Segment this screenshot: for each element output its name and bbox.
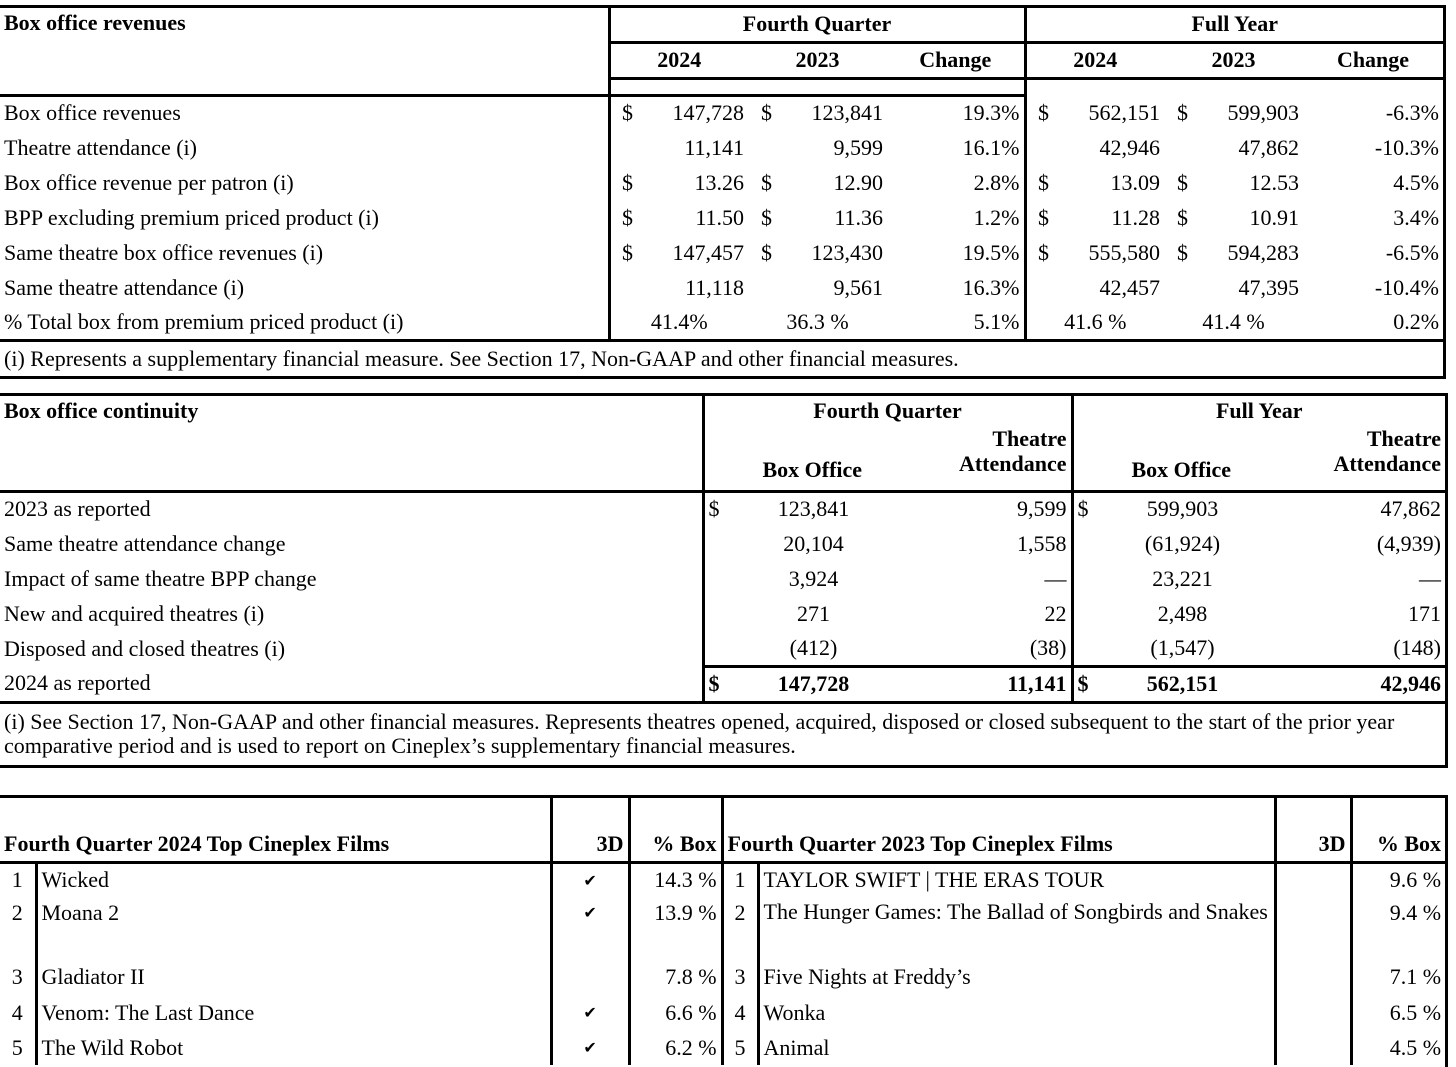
- table-row: Box office revenue per patron (i) $ 13.26 $ 12.90 2.8% $ 13.09 $ 12.53 4.5%: [0, 165, 1443, 200]
- cell-value: 13.09: [1110, 169, 1160, 195]
- row-label: Same theatre attendance (i): [4, 274, 245, 300]
- row-label: New and acquired theatres (i): [4, 600, 265, 626]
- continuity-title: Box office continuity: [4, 398, 199, 423]
- cell-value: 47,862: [1380, 496, 1442, 522]
- row-label: Box office revenue per patron (i): [4, 169, 294, 195]
- cell-value: 10.91: [1249, 204, 1299, 230]
- table-row: [0, 596, 1445, 631]
- cell-value: 9,599: [1017, 496, 1067, 522]
- cell-value: 123,841: [811, 100, 883, 126]
- films-2023-title: Fourth Quarter 2023 Top Cineplex Films: [722, 798, 1275, 862]
- table-row: [0, 270, 1443, 305]
- rank: 4: [11, 999, 23, 1025]
- cell-value: 47,862: [1238, 134, 1299, 160]
- cell-value: 12.53: [1249, 169, 1299, 195]
- rank: 5: [11, 1034, 23, 1060]
- cell-value: 3.4%: [1393, 204, 1440, 230]
- film-title: The Wild Robot: [36, 1030, 551, 1065]
- cell-value: 7.1 %: [1351, 959, 1445, 995]
- rank: 2: [11, 900, 23, 925]
- continuity-y-box-office-header: Box Office: [1072, 451, 1253, 491]
- cell-value: 1,558: [1017, 530, 1067, 556]
- check-icon: ✔: [551, 862, 629, 897]
- films-2024-box-header: % Box: [629, 798, 722, 862]
- rank: 3: [722, 959, 758, 995]
- cell-value: (38): [1029, 634, 1067, 660]
- cell-value: 555,580: [1088, 239, 1160, 265]
- box-office-continuity-table: [0, 393, 1448, 768]
- continuity-full-year-header: Full Year: [1072, 396, 1445, 426]
- cell-value: 42,946: [1253, 666, 1445, 702]
- cell-value: 11,118: [685, 274, 744, 300]
- revenues-q-2024-header: 2024: [609, 42, 748, 78]
- cell-value: (61,924): [1144, 530, 1221, 556]
- table-row: [0, 1030, 1445, 1065]
- row-label: 2023 as reported: [0, 491, 703, 526]
- continuity-q-theatre-header: Theatre: [992, 426, 1067, 451]
- cell-value: 4.5%: [1393, 169, 1440, 195]
- film-title: Venom: The Last Dance: [36, 995, 551, 1030]
- row-label: 2024 as reported: [4, 670, 151, 696]
- cell-value: 123,841: [777, 496, 850, 522]
- continuity-fourth-quarter-header: Fourth Quarter: [703, 396, 1072, 426]
- film-title: Wicked: [36, 862, 551, 897]
- cell-value: -6.5%: [1385, 239, 1440, 265]
- table-row: Same theatre box office revenues (i) $ 147,457 $ 123,430 19.5% $ 555,580 $ 594,283 -6.5%: [0, 235, 1443, 270]
- cell-value: 147,728: [672, 100, 744, 126]
- revenues-rows: [0, 95, 1443, 340]
- cell-value: 9,599: [833, 134, 883, 160]
- row-label: Same theatre attendance change: [4, 530, 286, 556]
- cell-value: 594,283: [1227, 239, 1299, 265]
- cell-value: 9.4 %: [1351, 897, 1445, 959]
- cell-value: 14.3 %: [629, 862, 722, 897]
- films-2024-3d-header: 3D: [551, 798, 629, 862]
- cell-value: 147,728: [743, 666, 884, 702]
- continuity-rows: [0, 491, 1445, 702]
- cell-value: 42,946: [1099, 134, 1160, 160]
- continuity-footnote: (i) See Section 17, Non-GAAP and other financial measures. Represents theatres opened, acquired, disposed or closed subsequent to the start of the prior year comparative period and is used to report on Cineplex’s supplementary financial measures.: [0, 702, 1445, 765]
- film-title: Wonka: [758, 995, 1275, 1030]
- cell-value: 6.2 %: [629, 1030, 722, 1065]
- cell-value: 599,903: [1146, 496, 1219, 522]
- film-title: Moana 2: [36, 897, 551, 959]
- row-label: Theatre attendance (i): [4, 134, 197, 160]
- cell-value: 9,561: [833, 274, 883, 300]
- cell-value: -10.4%: [1374, 274, 1440, 300]
- cell-value: 16.1%: [962, 134, 1020, 160]
- film-title: Animal: [758, 1030, 1275, 1065]
- cell-value: 271: [797, 600, 830, 626]
- continuity-y-theatre-header: Theatre: [1366, 426, 1442, 451]
- rank: 3: [11, 964, 23, 989]
- films-2023-box-header: % Box: [1351, 798, 1445, 862]
- films-rows: [0, 862, 1445, 1065]
- table-row: [0, 526, 1445, 561]
- cell-value: 599,903: [1227, 99, 1299, 125]
- table-row: [0, 305, 1443, 340]
- check-icon: ✔: [551, 897, 629, 959]
- cell-value: 16.3%: [962, 274, 1020, 300]
- cell-value: 147,457: [672, 239, 744, 265]
- cell-value: 6.5 %: [1351, 995, 1445, 1030]
- cell-value: -6.3%: [1385, 99, 1440, 125]
- top-films-table: [0, 795, 1448, 1067]
- cell-value: 2.8%: [973, 169, 1020, 195]
- revenues-full-year-header: Full Year: [1025, 8, 1443, 42]
- table-row: [0, 130, 1443, 165]
- cell-value: 171: [1408, 600, 1442, 626]
- revenues-title: Box office revenues: [4, 10, 186, 35]
- cell-value: 562,151: [1112, 666, 1253, 702]
- cell-value: 20,104: [783, 530, 844, 556]
- film-title: TAYLOR SWIFT | THE ERAS TOUR: [758, 862, 1275, 897]
- cell-value: 41.4%: [609, 305, 748, 340]
- cell-value: 1.2%: [973, 204, 1020, 230]
- rank: 5: [722, 1030, 758, 1065]
- table-row: [0, 631, 1445, 666]
- cell-value: 23,221: [1152, 565, 1213, 591]
- cell-value: (148): [1393, 634, 1442, 660]
- cell-value: 13.26: [694, 169, 744, 195]
- revenues-y-change-header: Change: [1303, 42, 1443, 78]
- cell-value: 9.6 %: [1351, 862, 1445, 897]
- revenues-y-2023-header: 2023: [1164, 42, 1303, 78]
- films-2023-3d-header: 3D: [1275, 798, 1351, 862]
- continuity-q-attendance-header: Attendance: [884, 451, 1072, 491]
- film-title: Gladiator II: [36, 959, 551, 995]
- cell-value: 11.28: [1111, 204, 1160, 230]
- cell-value: 2,498: [1157, 600, 1208, 626]
- cell-value: 11,141: [884, 666, 1072, 702]
- cell-value: 47,395: [1238, 274, 1299, 300]
- cell-value: 19.5%: [962, 239, 1020, 265]
- film-title: The Hunger Games: The Ballad of Songbirds and Snakes: [758, 897, 1275, 959]
- table-row: BPP excluding premium priced product (i) $ 11.50 $ 11.36 1.2% $ 11.28 $ 10.91 3.4%: [0, 200, 1443, 235]
- films-2024-title: Fourth Quarter 2024 Top Cineplex Films: [0, 798, 551, 862]
- cell-value: 19.3%: [962, 100, 1020, 126]
- cell-value: 7.8 %: [629, 959, 722, 995]
- continuity-y-attendance-header: Attendance: [1253, 451, 1445, 491]
- cell-value: 3,924: [788, 565, 839, 591]
- table-row: [0, 897, 1445, 959]
- row-label: BPP excluding premium priced product (i): [4, 204, 379, 230]
- row-label: Impact of same theatre BPP change: [4, 565, 317, 591]
- cell-value: 562,151: [1088, 99, 1160, 125]
- rank: 1: [11, 867, 23, 893]
- cell-value: 36.3 %: [786, 308, 849, 334]
- row-label: Same theatre box office revenues (i): [4, 239, 324, 265]
- row-label: Disposed and closed theatres (i): [4, 635, 286, 661]
- cell-value: —: [1044, 565, 1067, 591]
- rank: 1: [722, 862, 758, 897]
- film-title: Five Nights at Freddy’s: [758, 959, 1275, 995]
- cell-value: 41.6 %: [1025, 305, 1164, 340]
- table-row: [0, 561, 1445, 596]
- cell-value: —: [1419, 565, 1442, 591]
- table-row: 2023 as reported $ 123,841 9,599 $ 599,903 47,862: [0, 491, 1445, 526]
- cell-value: 11.36: [834, 204, 883, 230]
- cell-value: (412): [789, 634, 838, 660]
- cell-value: (4,939): [1376, 530, 1442, 556]
- cell-value: 12.90: [833, 169, 883, 195]
- continuity-q-box-office-header: Box Office: [703, 451, 884, 491]
- cell-value: 5.1%: [973, 308, 1020, 334]
- revenues-footnote: (i) Represents a supplementary financial measure. See Section 17, Non-GAAP and other financial measures.: [0, 340, 1443, 377]
- box-office-revenues-table: [0, 5, 1446, 379]
- revenues-y-2024-header: 2024: [1025, 42, 1164, 78]
- row-label: Box office revenues: [4, 100, 181, 126]
- rank: 4: [722, 995, 758, 1030]
- cell-value: 4.5 %: [1351, 1030, 1445, 1065]
- table-row: [0, 862, 1445, 897]
- cell-value: -10.3%: [1374, 134, 1440, 160]
- cell-value: 22: [1044, 600, 1067, 626]
- row-label: % Total box from premium priced product (i): [4, 308, 404, 334]
- total-row: 2024 as reported $ 147,728 11,141 $ 562,151 42,946: [0, 666, 1445, 702]
- cell-value: 6.6 %: [629, 995, 722, 1030]
- cell-value: 11.50: [695, 204, 744, 230]
- cell-value: 41.4 %: [1202, 308, 1265, 334]
- revenues-q-2023-header: 2023: [748, 42, 887, 78]
- revenues-fourth-quarter-header: Fourth Quarter: [609, 8, 1025, 42]
- table-row: [0, 959, 1445, 995]
- check-icon: ✔: [551, 995, 629, 1030]
- cell-value: 11,141: [684, 134, 744, 160]
- cell-value: 0.2%: [1393, 308, 1440, 334]
- rank: 2: [722, 897, 758, 959]
- cell-value: 123,430: [811, 239, 883, 265]
- cell-value: 42,457: [1099, 274, 1160, 300]
- revenues-q-change-header: Change: [887, 42, 1025, 78]
- check-icon: ✔: [551, 1030, 629, 1065]
- cell-value: (1,547): [1150, 634, 1215, 660]
- table-row: Box office revenues $ 147,728 $ 123,841 19.3% $ 562,151 $ 599,903 -6.3%: [0, 95, 1443, 130]
- table-row: [0, 995, 1445, 1030]
- cell-value: 13.9 %: [629, 897, 722, 959]
